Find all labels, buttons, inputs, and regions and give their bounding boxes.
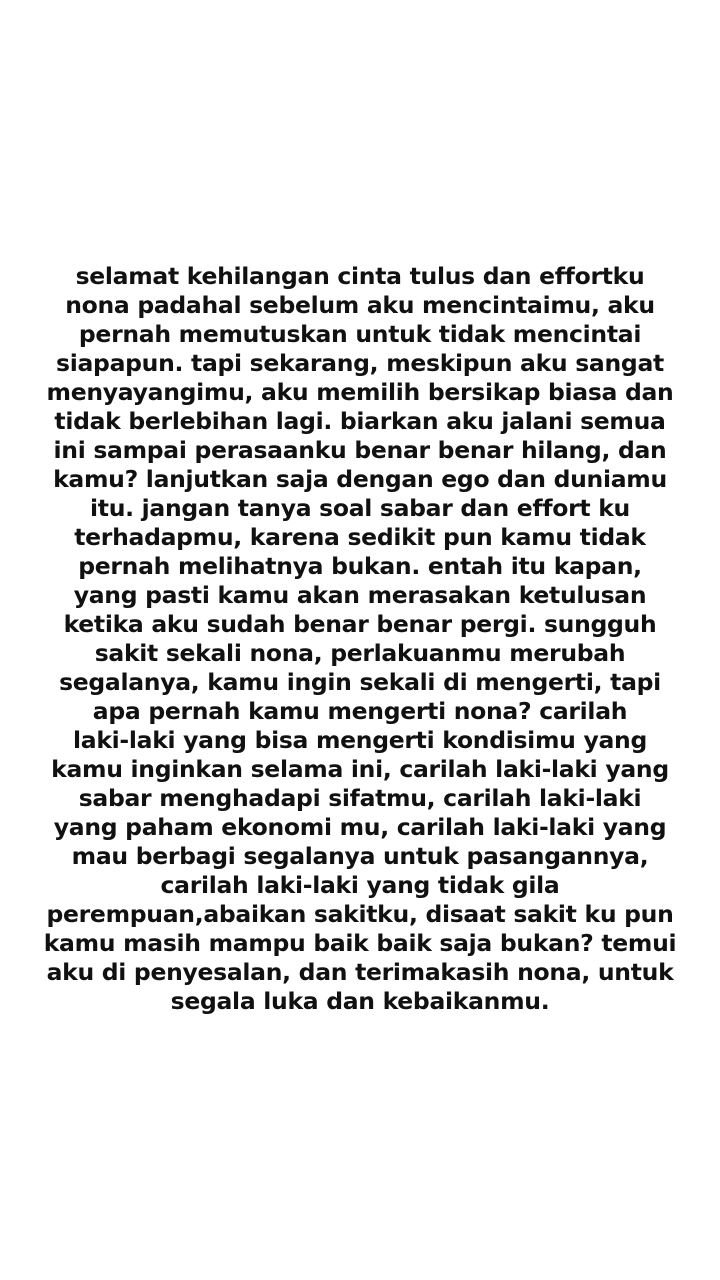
caption-line: kamu? lanjutkan saja dengan ego dan duniamu [53, 465, 667, 493]
caption-line: nona padahal sebelum aku mencintaimu, aku [65, 291, 655, 319]
caption-line: kamu masih mampu baik baik saja bukan? temui [43, 929, 677, 957]
story-caption [0, 262, 720, 1016]
caption-line: sabar menghadapi sifatmu, carilah laki-laki [78, 784, 642, 812]
caption-line: carilah laki-laki yang tidak gila [160, 871, 560, 899]
caption-line: kamu inginkan selama ini, carilah laki-laki yang [51, 755, 669, 783]
caption-line: mau berbagi segalanya untuk pasangannya, [71, 842, 649, 870]
caption-line: itu. jangan tanya soal sabar dan effort ku [90, 494, 630, 522]
caption-line: ini sampai perasaanku benar benar hilang, dan [53, 436, 667, 464]
caption-line: terhadapmu, karena sedikit pun kamu tidak [74, 523, 646, 551]
caption-line: sakit sekali nona, perlakuanmu merubah [94, 639, 626, 667]
caption-line: apa pernah kamu mengerti nona? carilah [92, 697, 628, 725]
caption-line: pernah melihatnya bukan. entah itu kapan, [78, 552, 642, 580]
caption-line: segala luka dan kebaikanmu. [170, 987, 550, 1015]
caption-line: tidak berlebihan lagi. biarkan aku jalani semua [54, 407, 666, 435]
caption-line: segalanya, kamu ingin sekali di mengerti, tapi [59, 668, 661, 696]
caption-line: aku di penyesalan, dan terimakasih nona, untuk [46, 958, 674, 986]
caption-line: ketika aku sudah benar benar pergi. sungguh [63, 610, 657, 638]
caption-line: menyayangimu, aku memilih bersikap biasa dan [46, 378, 674, 406]
caption-line: perempuan,abaikan sakitku, disaat sakit ku pun [46, 900, 674, 928]
caption-line: siapapun. tapi sekarang, meskipun aku sangat [56, 349, 664, 377]
caption-line: pernah memutuskan untuk tidak mencintai [78, 320, 642, 348]
caption-line: selamat kehilangan cinta tulus dan effortku [75, 262, 645, 290]
caption-line: yang pasti kamu akan merasakan ketulusan [73, 581, 647, 609]
caption-line: yang paham ekonomi mu, carilah laki-laki yang [53, 813, 667, 841]
caption-line: laki-laki yang bisa mengerti kondisimu yang [73, 726, 647, 754]
